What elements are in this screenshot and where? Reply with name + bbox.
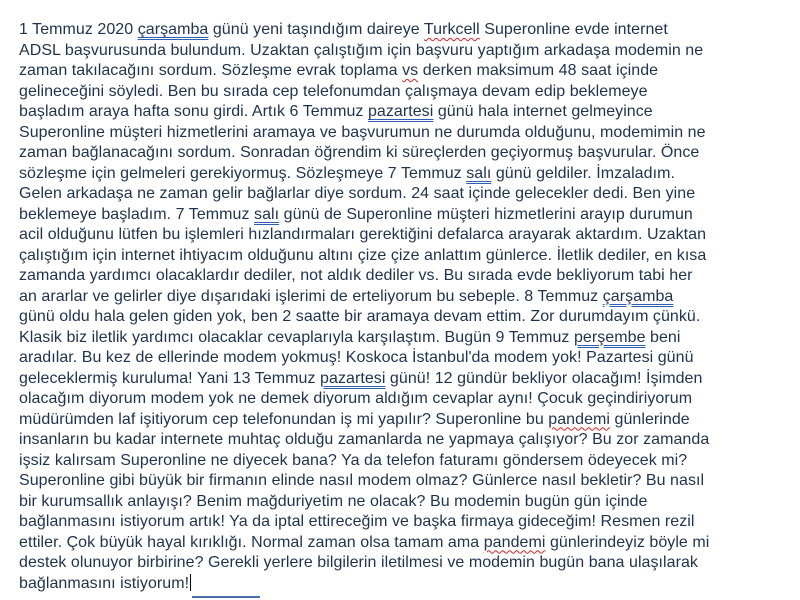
- text-segment: insanların bu kadar internete muhtaç olduğu zamanlarda ne yapmaya çalışıyor? Bu zor zamanda: [19, 431, 710, 448]
- text-line: [19, 492, 799, 513]
- text-line: [19, 451, 799, 472]
- text-segment: Klasik biz iletlik yardımcı olacaklar cevaplarıyla karşılaştım. Bugün 9 Temmuz: [19, 328, 574, 346]
- text-segment: destek olunuyor birbirine? Gerekli yerlere bilgilerin iletilmesi ve modemin bugün bana ulaşılarak: [19, 554, 698, 571]
- text-line: [19, 307, 799, 328]
- text-segment: günü yeni taşındığım daireye: [208, 21, 424, 38]
- text-line: [19, 574, 799, 595]
- text-segment: günü geldiler. İmzaladım.: [491, 164, 675, 182]
- document-paragraph[interactable]: [19, 20, 799, 594]
- grammar-flagged-word: perşembe: [573, 328, 646, 346]
- text-line: [19, 389, 799, 410]
- text-line: [19, 82, 799, 103]
- text-segment: bağlanmasını istiyorum artık! Ya da iptal ettireceğim ve başka firmaya gideceğim! Resmen rezil: [19, 513, 695, 530]
- text-segment: Gelen arkadaşa ne zaman gelir bağlarlar diye sordum. 24 saat içinde gelecekler dedi. Ben yine: [19, 185, 696, 202]
- text-segment: 1 Temmuz 2020: [19, 21, 138, 38]
- spelling-flagged-word: vs: [402, 62, 419, 79]
- text-segment: aradılar. Bu kez de ellerinde modem yokmuş! Koskoca İstanbul'da modem yok! Pazartesi günü: [19, 349, 694, 366]
- text-segment: olacağım diyorum modem yok ne demek diyorum aldığım cevaplar aynı! Çocuk geçindiriyorum: [19, 390, 693, 407]
- text-line: [19, 287, 799, 308]
- text-segment: günlerinde: [610, 410, 690, 428]
- text-segment: günü hala internet gelmeyince: [433, 103, 653, 120]
- grammar-flagged-word: çarşamba: [602, 287, 674, 305]
- text-segment: çalıştığım için internet ihtiyacım olduğunu altını çize çize anlattım günlerce. İletlik dediler, en kısa: [19, 246, 707, 264]
- text-segment: derken maksimum 48 saat içinde: [418, 62, 659, 79]
- text-line: [19, 102, 799, 123]
- text-line: [19, 205, 799, 226]
- grammar-flagged-word: salı: [466, 164, 492, 182]
- text-segment: günü! 12 gündür bekliyor olacağım! İşimden: [385, 369, 703, 387]
- text-segment: günü de Superonline müşteri hizmetlerini arayıp durumun: [279, 205, 693, 223]
- text-segment: Superonline evde internet: [479, 21, 668, 38]
- text-line: [19, 61, 799, 82]
- text-line: [19, 246, 799, 267]
- text-line: [19, 369, 799, 390]
- spelling-flagged-word: pandemi: [483, 533, 546, 551]
- grammar-flagged-word: çarşamba: [137, 21, 209, 38]
- text-segment: bir kurumsallık anlayışı? Benim mağduriyetim ne olacak? Bu modemin bugün gün içinde: [19, 492, 648, 510]
- text-line: [19, 553, 799, 574]
- text-segment: işsiz kalırsam Superonline ne diyecek bana? Ya da telefon faturamı göndersem ödeyecek mi?: [19, 451, 688, 469]
- text-line: [19, 184, 799, 205]
- text-line: [19, 533, 799, 554]
- text-segment: zamanda yardımcı olacaklardır dediler, not aldık dediler vs. Bu sırada evde bekliyorum tabi her: [19, 267, 693, 284]
- text-segment: günü oldu hala gelen giden yok, ben 2 saatte bir aramaya devam ettim. Zor durumdayım çünkü.: [19, 308, 701, 325]
- text-line: [19, 512, 799, 533]
- text-line: [19, 164, 799, 185]
- text-segment: günlerindeyiz böyle mi: [545, 533, 710, 551]
- document-body[interactable]: [19, 20, 799, 594]
- text-line: [19, 20, 799, 41]
- text-line: [19, 266, 799, 287]
- text-segment: bağlanmasını istiyorum!: [19, 574, 190, 592]
- text-segment: başladım araya hafta sonu girdi. Artık 6 Temmuz: [19, 103, 368, 120]
- text-line: [19, 471, 799, 492]
- text-line: [19, 225, 799, 246]
- text-segment: an ararlar ve gelirler diye dışarıdaki işlerimi de erteliyorum bu sebeple. 8 Temmuz: [19, 287, 603, 305]
- text-segment: acil olduğunu lütfen bu işlemleri hızlandırmaları gerektiğini defalarca arayarak aktardım. Uzaktan: [19, 226, 707, 243]
- spelling-flagged-word: pandemi: [548, 410, 611, 428]
- selection-underline: [192, 596, 260, 598]
- text-line: [19, 123, 799, 144]
- text-segment: zaman bağlanacağını sordum. Sonradan öğrendim ki süreçlerden geçiyormuş başvurular. Önce: [19, 144, 700, 161]
- text-cursor: [190, 574, 191, 591]
- text-line: [19, 41, 799, 62]
- text-segment: ettiler. Çok büyük hayal kırıklığı. Normal zaman olsa tamam ama: [19, 533, 484, 551]
- text-segment: gelineceğini söyledi. Ben bu sırada cep telefonumdan çalışmaya devam edip beklemeye: [19, 82, 648, 100]
- text-line: [19, 143, 799, 164]
- text-segment: ADSL başvurusunda bulundum. Uzaktan çalıştığım için başvuru yaptığım arkadaşa modemin ne: [19, 41, 704, 59]
- text-line: [19, 430, 799, 451]
- text-segment: Superonline müşteri hizmetlerini aramaya ve başvurumun ne durumda olduğunu, modemimin ne: [19, 123, 706, 141]
- grammar-flagged-word: salı: [254, 205, 280, 223]
- text-line: [19, 328, 799, 349]
- grammar-flagged-word: pazartesi: [320, 369, 386, 387]
- text-segment: beklemeye başladım. 7 Temmuz: [19, 205, 255, 223]
- text-segment: zaman takılacağını sordum. Sözleşme evrak toplama: [19, 62, 403, 79]
- text-segment: beni: [645, 328, 681, 346]
- spelling-flagged-word: Turkcell: [423, 21, 480, 38]
- text-segment: sözleşme için gelmeleri gerekiyormuş. Sözleşmeye 7 Temmuz: [19, 164, 467, 182]
- grammar-flagged-word: pazartesi: [367, 103, 434, 120]
- text-segment: müdürümden laf işitiyorum cep telefonundan iş mi yapılır? Superonline bu: [19, 410, 549, 428]
- text-segment: Superonline gibi büyük bir firmanın elinde nasıl modem olmaz? Günlerce nasıl bekletir? Bu nasıl: [19, 472, 705, 489]
- text-line: [19, 348, 799, 369]
- text-segment: geleceklermiş kurulumа! Yani 13 Temmuz: [19, 369, 321, 387]
- text-line: [19, 410, 799, 431]
